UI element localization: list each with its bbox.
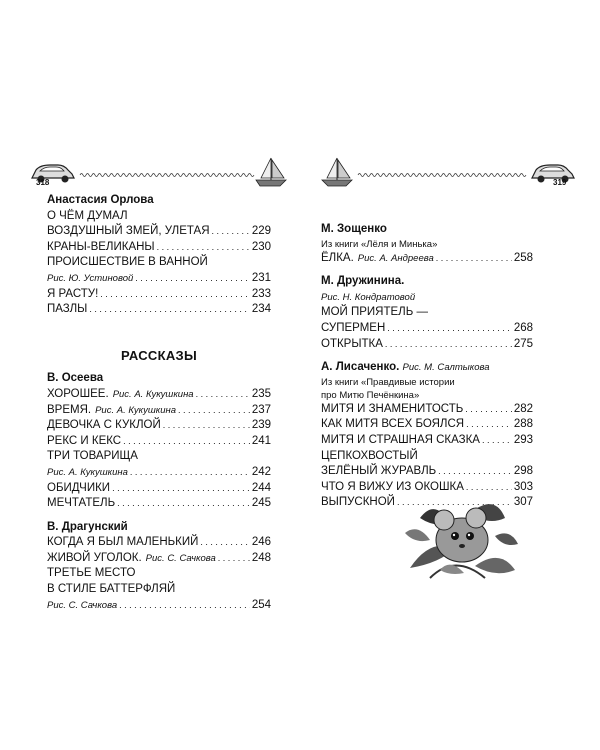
toc-entry: ХОРОШЕЕ. Рис. А. Кукушкина . . . 235 [47,387,271,403]
toc-entry: ЗЕЛЁНЫЙ ЖУРАВЛЬ . . . 298 [321,464,533,480]
book-source: Из книги «Правдивые истории [321,376,455,388]
toc-entry: МИТЯ И ЗНАМЕНИТОСТЬ . . . 282 [321,402,533,418]
toc-entry: ВОЗДУШНЫЙ ЗМЕЙ, УЛЕТАЯ . . . 229 [47,224,271,240]
toc-entry: ЖИВОЙ УГОЛОК. Рис. С. Сачкова . . . 248 [47,551,271,567]
toc-entry: ЧТО Я ВИЖУ ИЗ ОКОШКА . . . 303 [321,480,533,496]
illustrator-note: Рис. М. Салтыкова [402,362,490,374]
toc-entry: ЁЛКА. Рис. А. Андреева . . . 258 [321,251,533,267]
toc-entry: РЕКС И КЕКС . . . 241 [47,434,271,450]
right-toc [321,222,533,511]
author-name: А. Лисаченко. Рис. М. Салтыкова [321,361,490,374]
mouse-illustration [400,478,520,588]
author-name: В. Драгунский [47,520,128,533]
book-source: Из книги «Лёля и Минька» [321,238,438,250]
toc-entry: ОТКРЫТКА . . . 275 [321,337,533,353]
book-source: про Митю Печёнкина» [321,389,420,401]
author-name: В. Осеева [47,372,104,385]
wave-ornament [358,174,526,177]
page-number-right: 319 [553,178,567,187]
author-name: Анастасия Орлова [47,194,154,206]
toc-entry: ВЫПУСКНОЙ . . . 307 [321,495,533,511]
entry-line: ПРОИСШЕСТВИЕ В ВАННОЙ [47,256,208,269]
section-title: РАССКАЗЫ [121,347,197,363]
entry-line: ТРЕТЬЕ МЕСТО [47,567,136,580]
toc-entry: СУПЕРМЕН . . . 268 [321,321,533,337]
sailboat-icon [322,158,352,186]
left-toc [47,193,271,613]
toc-entry: МИТЯ И СТРАШНАЯ СКАЗКА . . . 293 [321,433,533,449]
toc-entry: ВРЕМЯ. Рис. А. Кукушкина . . . 237 [47,403,271,419]
wave-ornament [80,174,254,177]
toc-entry: Я РАСТУ! . . . 233 [47,287,271,303]
toc-entry: КРАНЫ-ВЕЛИКАНЫ . . . 230 [47,240,271,256]
toc-entry: Рис. С. Сачкова . . . 254 [47,598,271,614]
toc-entry: КАК МИТЯ ВСЕХ БОЯЛСЯ . . . 288 [321,417,533,433]
entry-line: ТРИ ТОВАРИЩА [47,450,138,463]
right-header-decoration [318,152,580,192]
author-name: М. Зощенко [321,223,387,235]
toc-entry: МЕЧТАТЕЛЬ . . . 245 [47,496,271,512]
author-name: М. Дружинина. [321,275,405,288]
toc-entry: КОГДА Я БЫЛ МАЛЕНЬКИЙ . . . 246 [47,535,271,551]
entry-line: ЦЕПКОХВОСТЫЙ [321,449,418,462]
left-header-decoration [28,152,298,192]
toc-entry: ДЕВОЧКА С КУКЛОЙ . . . 239 [47,418,271,434]
toc-entry: ОБИДЧИКИ . . . 244 [47,481,271,497]
toc-entry: Рис. Ю. Устиновой . . . 231 [47,271,271,287]
entry-line: МОЙ ПРИЯТЕЛЬ — [321,306,428,319]
entry-line: О ЧЁМ ДУМАЛ [47,209,128,222]
illustrator-note: Рис. Н. Кондратовой [321,291,416,303]
page-number-left: 318 [36,178,50,187]
toc-entry: ПАЗЛЫ . . . 234 [47,302,271,318]
entry-line: В СТИЛЕ БАТТЕРФЛЯЙ [47,583,176,596]
sailboat-icon [256,158,286,186]
toc-entry: Рис. А. Кукушкина . . . 242 [47,465,271,481]
